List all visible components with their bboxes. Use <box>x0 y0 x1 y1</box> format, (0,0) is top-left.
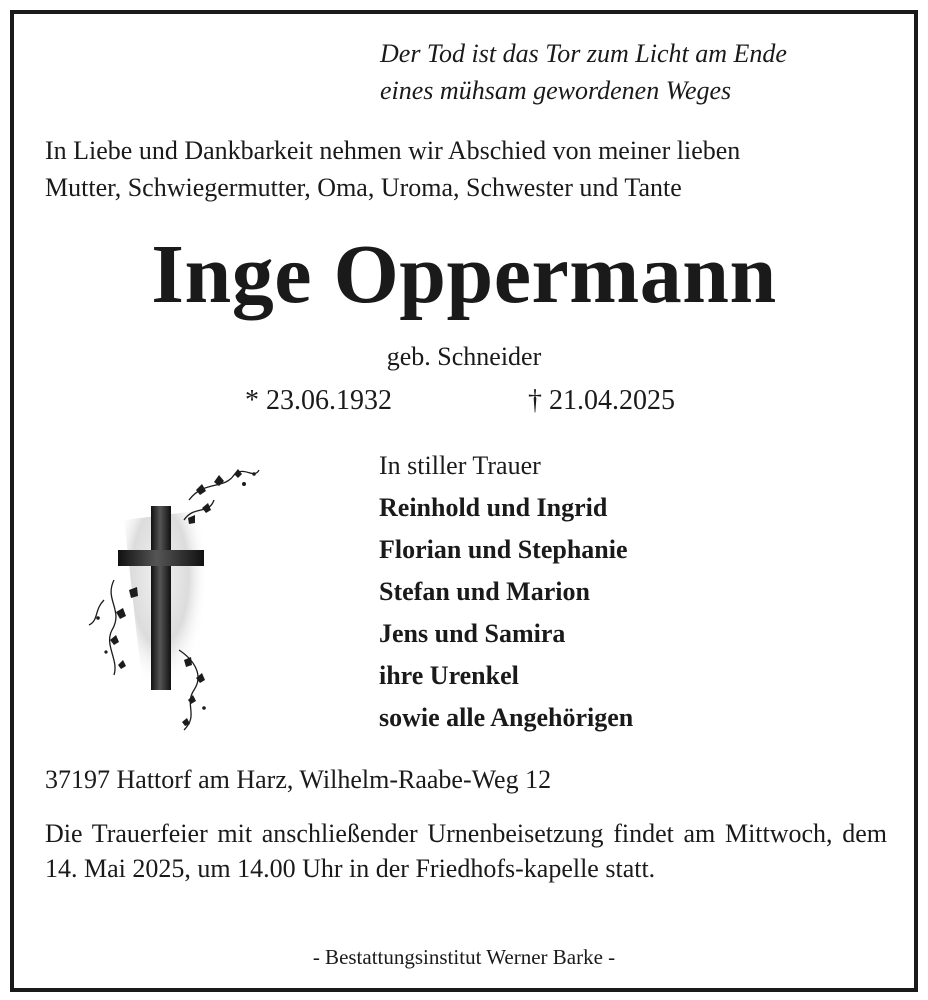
cross-with-ivy-icon <box>84 460 264 740</box>
motto-line-1: Der Tod ist das Tor zum Licht am Ende <box>380 39 787 68</box>
birth-date: * 23.06.1932 <box>245 385 392 416</box>
obituary-notice <box>10 10 918 992</box>
deceased-name: Inge Oppermann <box>151 228 777 321</box>
mourner-name: Stefan und Marion <box>379 577 590 606</box>
funeral-home: - Bestattungsinstitut Werner Barke - <box>312 945 616 969</box>
intro-line-1: In Liebe und Dankbarkeit nehmen wir Abschied von meiner lieben <box>45 136 741 165</box>
death-date: † 21.04.2025 <box>528 385 675 416</box>
intro-line-2: Mutter, Schwiegermutter, Oma, Uroma, Schwester und Tante <box>45 173 682 202</box>
ceremony-notice: Die Trauerfeier mit anschließender Urnenbeisetzung findet am Mittwoch, dem 14. Mai 2025, um 14.00 Uhr in der Friedhofs-kapelle statt. <box>45 819 887 883</box>
intro-text <box>45 132 740 206</box>
mourner-name: sowie alle Angehörigen <box>379 703 634 732</box>
motto-quote <box>380 35 787 109</box>
mourner-name: ihre Urenkel <box>379 661 519 690</box>
mourners-intro: In stiller Trauer <box>379 451 541 480</box>
motto-line-2: eines mühsam gewordenen Weges <box>380 76 732 105</box>
birth-name: geb. Schneider <box>386 342 542 371</box>
mourner-name: Florian und Stephanie <box>379 535 628 564</box>
family-address: 37197 Hattorf am Harz, Wilhelm-Raabe-Weg 12 <box>45 765 552 794</box>
mourner-name: Reinhold und Ingrid <box>379 493 608 522</box>
mourner-name: Jens und Samira <box>379 619 566 648</box>
